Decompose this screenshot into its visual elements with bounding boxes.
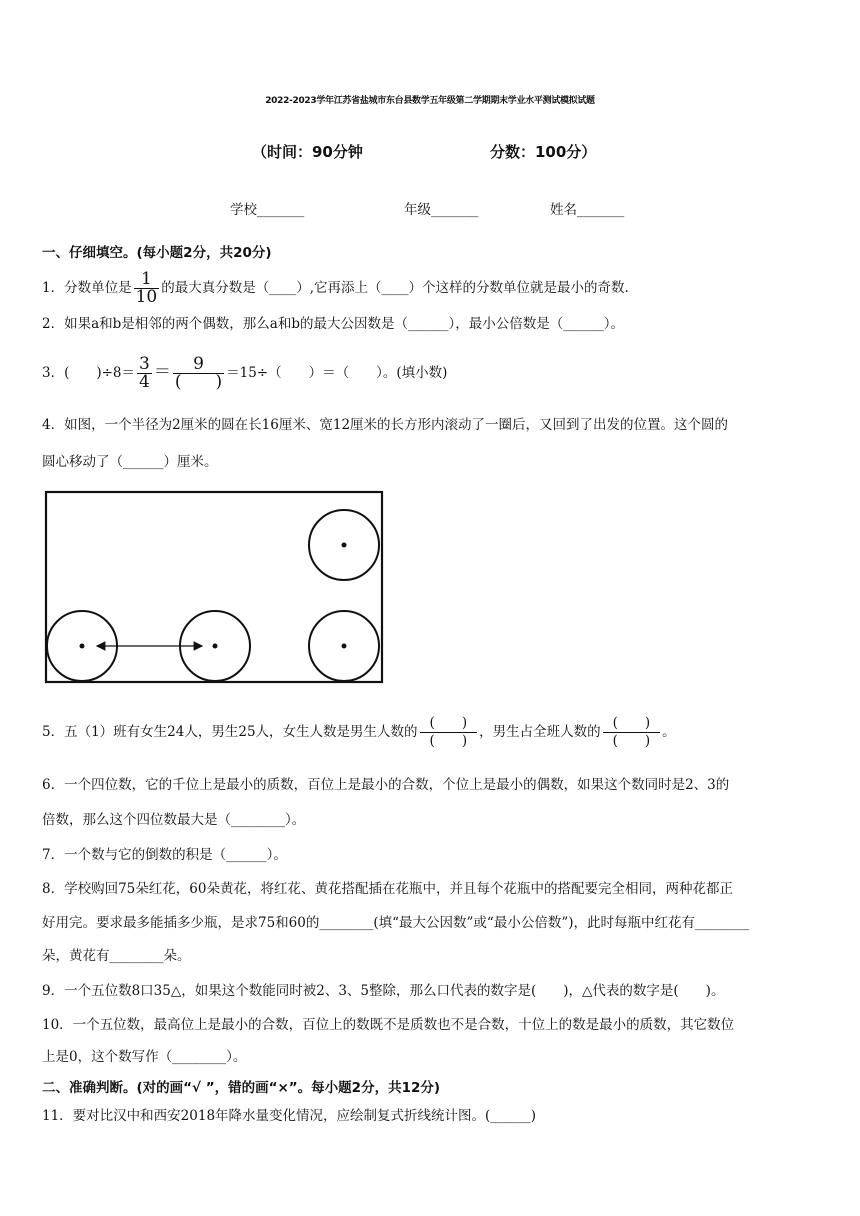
question-10-line-1: 10．一个五位数，最高位上是最小的合数，百位上的数既不是质数也不是合数，十位上的数是最小的质数，其它数位: [42, 1017, 735, 1033]
score-info: 分数：100分）: [490, 143, 597, 161]
school-field: 学校_______: [230, 202, 305, 218]
grade-field: 年级_______: [404, 202, 479, 218]
question-3: 3．( )÷8＝ $\frac{3}{4}$ ＝ $\frac{9}{( )}$ ＝15÷（ ）＝（ ）。(填小数): [42, 354, 448, 392]
time-score-line: [0, 141, 860, 163]
fraction-9-blank: $\frac{9}{( )}$: [174, 354, 223, 392]
question-9: 9．一个五位数8口35△，如果这个数能同时被2、3、5整除，那么口代表的数字是( )，△代表的数字是( )。: [42, 983, 725, 999]
center-dot-4: [342, 543, 347, 548]
question-8-line-2: 好用完。要求最多能插多少瓶，是求75和60的________(填“最大公因数”或“最小公倍数”)，此时每瓶中红花有________: [42, 915, 749, 931]
rectangle-frame: [46, 492, 382, 682]
center-dot-1: [80, 644, 85, 649]
question-10-line-2: 上是0，这个数写作（________）。: [42, 1049, 247, 1065]
fraction-blank-1: $\frac{( )}{( )}$: [420, 715, 478, 750]
question-8-line-3: 朵，黄花有________朵。: [42, 948, 191, 964]
fraction-3-4: $\frac{3}{4}$: [139, 354, 150, 392]
question-4-line-1: 4．如图，一个半径为2厘米的圆在长16厘米、宽12厘米的长方形内滚动了一圈后，又回到了出发的位置。这个圆的: [42, 417, 729, 433]
question-5: 5．五（1）班有女生24人，男生25人，女生人数是男生人数的 $\frac{( )}{( )}$ ，男生占全班人数的 $\frac{( )}{( )}$ 。: [42, 715, 676, 749]
name-field: 姓名_______: [550, 202, 625, 218]
fraction-blank-2: $\frac{( )}{( )}$: [603, 715, 661, 750]
question-6-line-1: 6．一个四位数，它的千位上是最小的质数，百位上是最小的合数，个位上是最小的偶数，如果这个数同时是2、3的: [42, 777, 730, 793]
fraction-1-10: $\frac{1}{10}$: [135, 269, 158, 307]
question-11: 11．要对比汉中和西安2018年降水量变化情况，应绘制复式折线统计图。(______): [42, 1108, 537, 1124]
question-7: 7．一个数与它的倒数的积是（______）。: [42, 847, 287, 863]
center-dot-2: [213, 644, 218, 649]
section-1-heading: 一、仔细填空。(每小题2分，共20分): [42, 245, 272, 261]
rolling-circle-diagram: [44, 490, 384, 686]
question-2: 2．如果a和b是相邻的两个偶数，那么a和b的最大公因数是（______），最小公倍数是（______）。: [42, 316, 624, 332]
question-4-line-2: 圆心移动了（______）厘米。: [42, 454, 218, 470]
center-dot-3: [342, 644, 347, 649]
section-2-heading: 二、准确判断。(对的画“√ ”，错的画“×”。每小题2分，共12分): [42, 1080, 441, 1096]
time-info: （时间：90分钟: [252, 143, 363, 161]
question-8-line-1: 8．学校购回75朵红花，60朵黄花，将红花、黄花搭配插在花瓶中，并且每个花瓶中的搭配要完全相同，两种花都正: [42, 881, 733, 897]
exam-title: 2022-2023学年江苏省盐城市东台县数学五年级第二学期期末学业水平测试模拟试题: [265, 96, 595, 106]
question-1: 1．分数单位是 $\frac{1}{10}$ 的最大真分数是（____）,它再添上（____）个这样的分数单位就是最小的奇数.: [42, 269, 629, 307]
question-6-line-2: 倍数，那么这个四位数最大是（________）。: [42, 812, 306, 828]
